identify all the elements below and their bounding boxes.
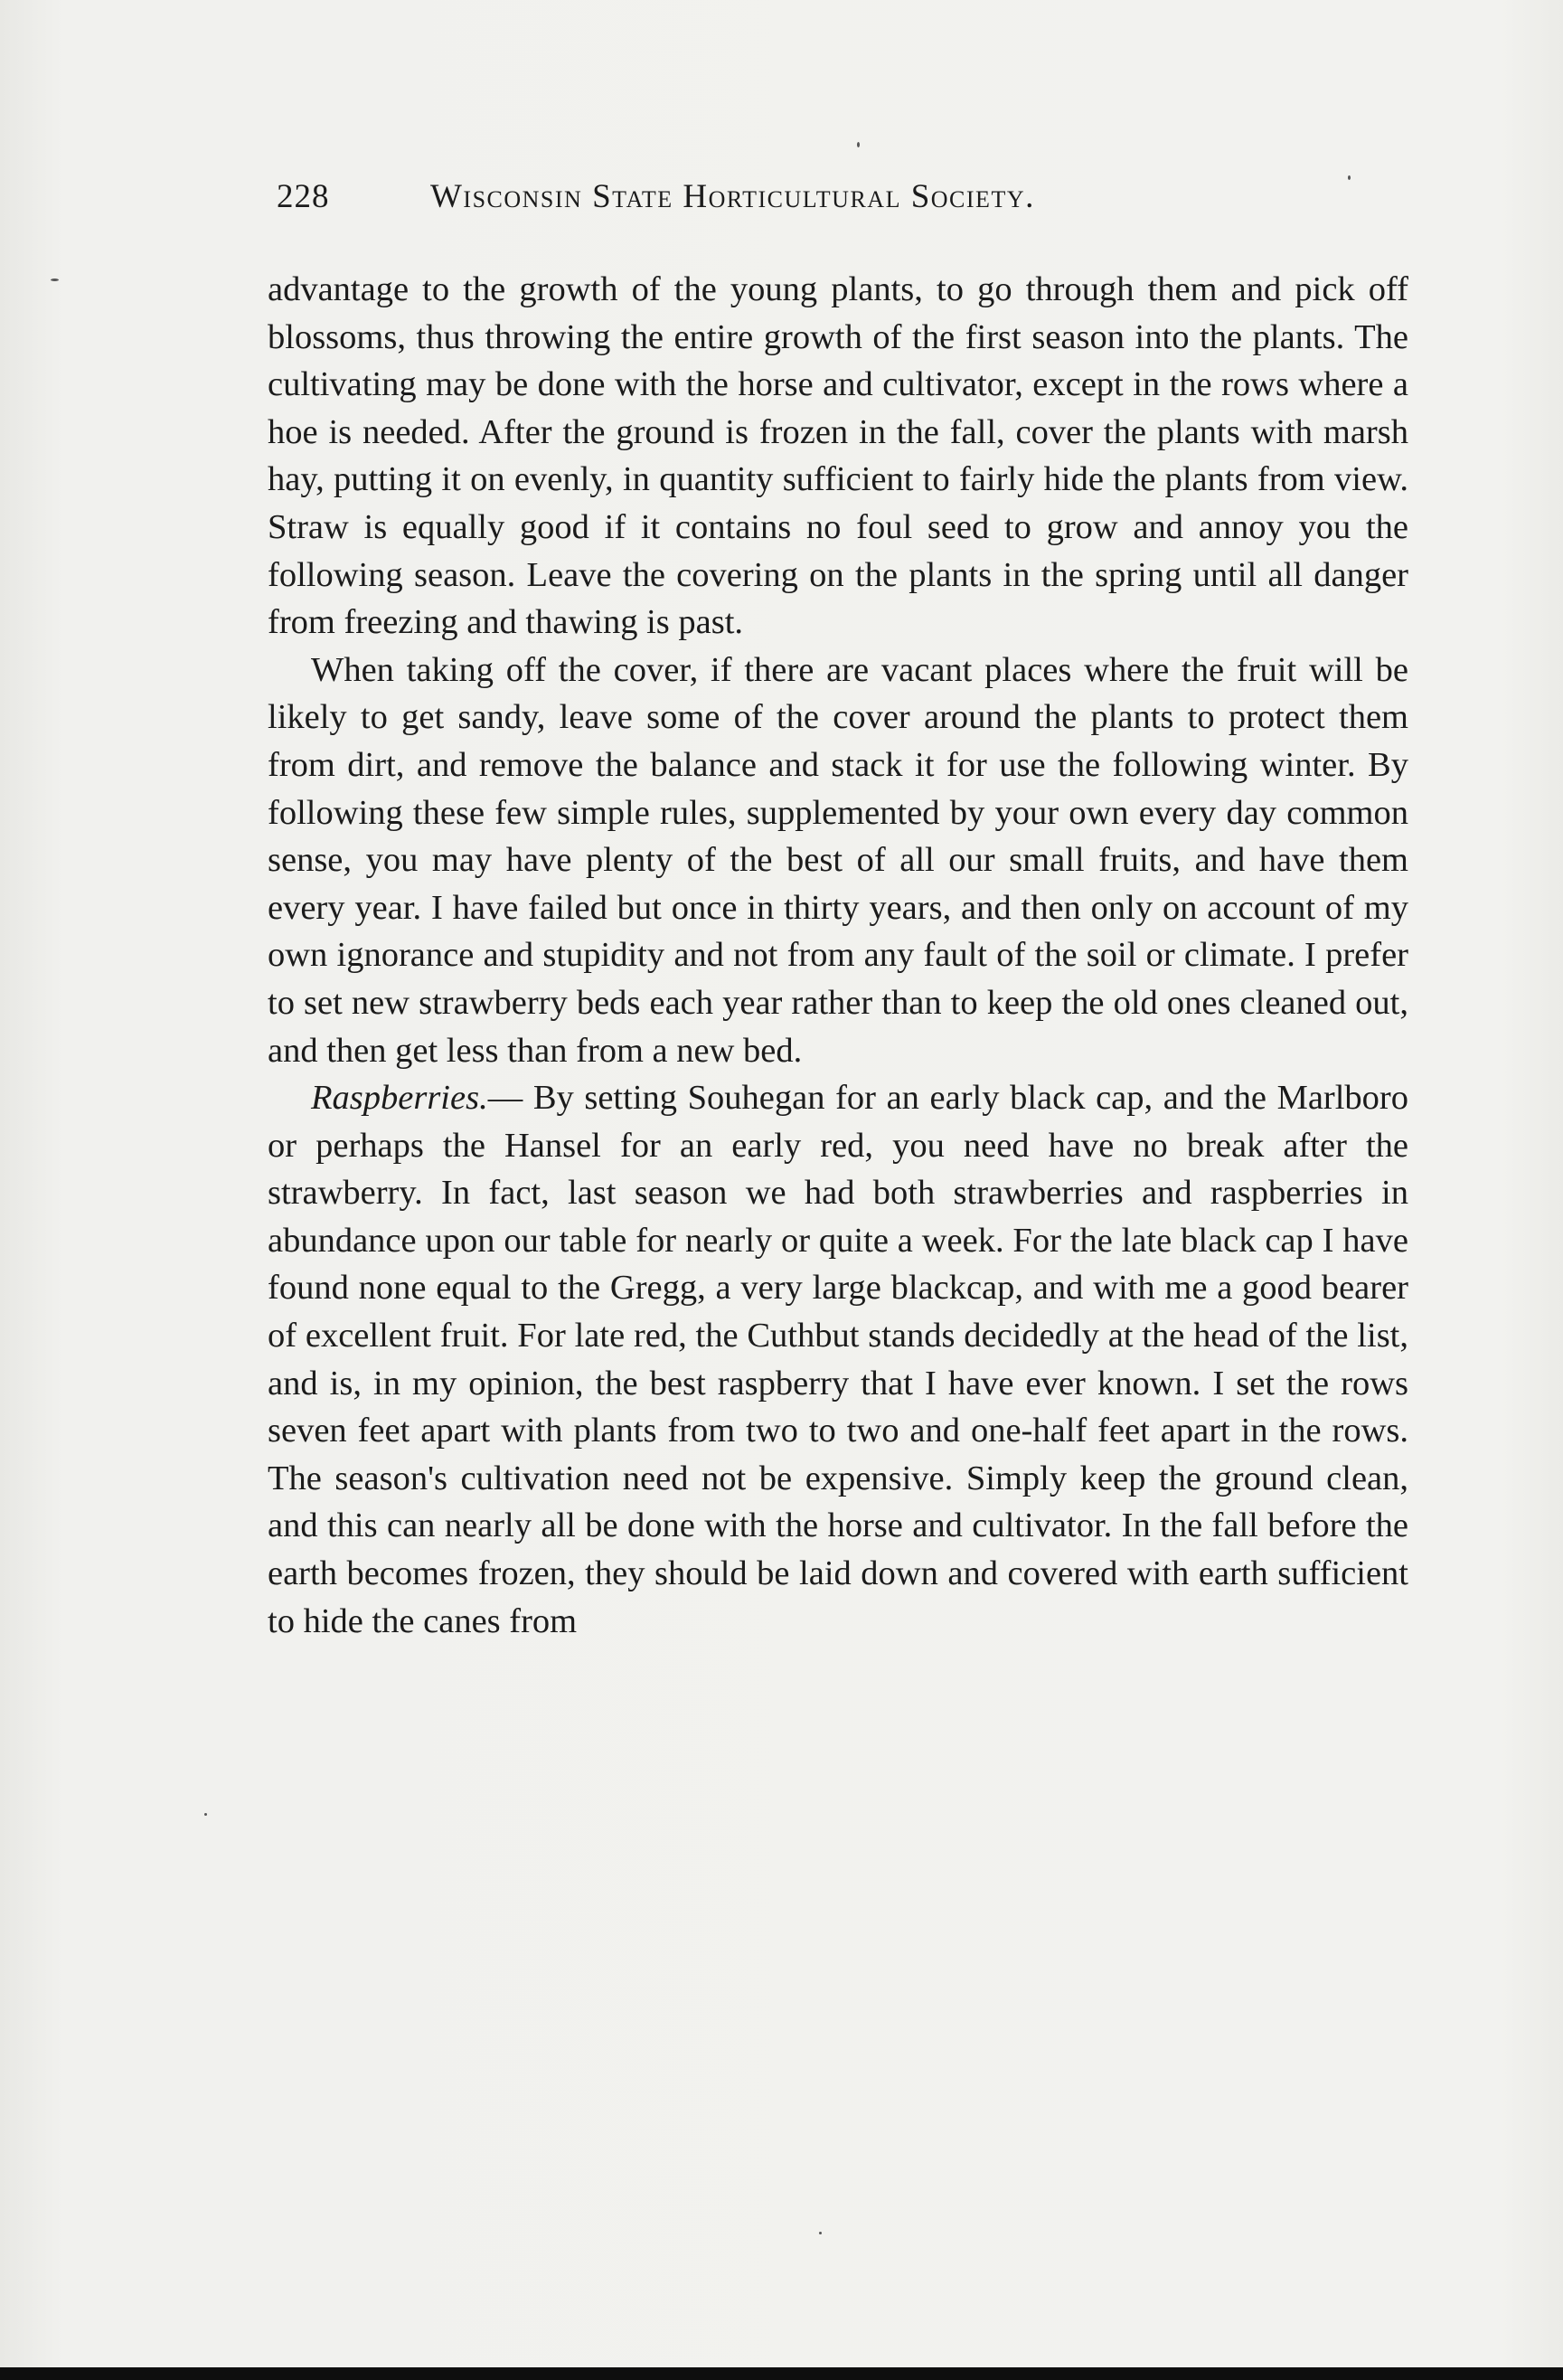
paragraph-3 [268, 1074, 1408, 1645]
paragraph-2: When taking off the cover, if there are vacant places where the fruit will be likely to get sandy, leave some of the cover around the plants to protect them from dirt, and remove the balance and stack it for use the following winter. By following these few simple rules, supplemented by your own every day common sense, you may have plenty of the best of all our small fruits, and have them every year. I have failed but once in thirty years, and then only on account of my own ignorance and stupidity and not from any fault of the soil or climate. I prefer to set new strawberry beds each year rather than to keep the old ones cleaned out, and then get less than from a new bed. [268, 650, 1408, 1070]
paper-speck [857, 142, 860, 147]
paragraph-3-text: — By setting Souhegan for an early black cap, and the Marlboro or perhaps the Hansel for an early red, you need have no break after the strawberry. In fact, last season we had both strawberries and raspberries in abundance upon our table for nearly or quite a week. For the late black cap I have found none equal to the Gregg, a very large blackcap, and with me a good bearer of excellent fruit. For late red, the Cuthbut stands decidedly at the head of the list, and is, in my opinion, the best raspberry that I have ever known. I set the rows seven feet apart with plants from two to two and one-half feet apart in the rows. The season's cultivation need not be expensive. Simply keep the ground clean, and this can nearly all be done with the horse and cultivator. In the fall before the earth becomes frozen, they should be laid down and covered with earth sufficient to hide the canes from [268, 1079, 1408, 1640]
section-lead-raspberries: Raspberries. [311, 1079, 488, 1118]
page-number: 228 [277, 178, 330, 215]
paper-speck [819, 2232, 822, 2234]
paper-speck [1348, 175, 1351, 180]
paper-speck [204, 1813, 207, 1816]
page-bottom-edge [0, 2367, 1563, 2380]
body-text [268, 266, 1408, 1645]
page-header [277, 177, 1316, 221]
paragraph-1: advantage to the growth of the young plants, to go through them and pick off blossoms, thus throwing the entire growth of the first season into the plants. The cultivating may be done with the horse and cultivator, except in the rows where a hoe is needed. After the ground is frozen in the fall, cover the plants with marsh hay, putting it on evenly, in quantity sufficient to fairly hide the plants from view. Straw is equally good if it contains no foul seed to grow and annoy you the following season. Leave the covering on the plants in the spring until all danger from freezing and thawing is past. [268, 270, 1408, 642]
paper-speck [51, 279, 59, 281]
running-head: Wisconsin State Horticultural Society. [430, 178, 1035, 215]
